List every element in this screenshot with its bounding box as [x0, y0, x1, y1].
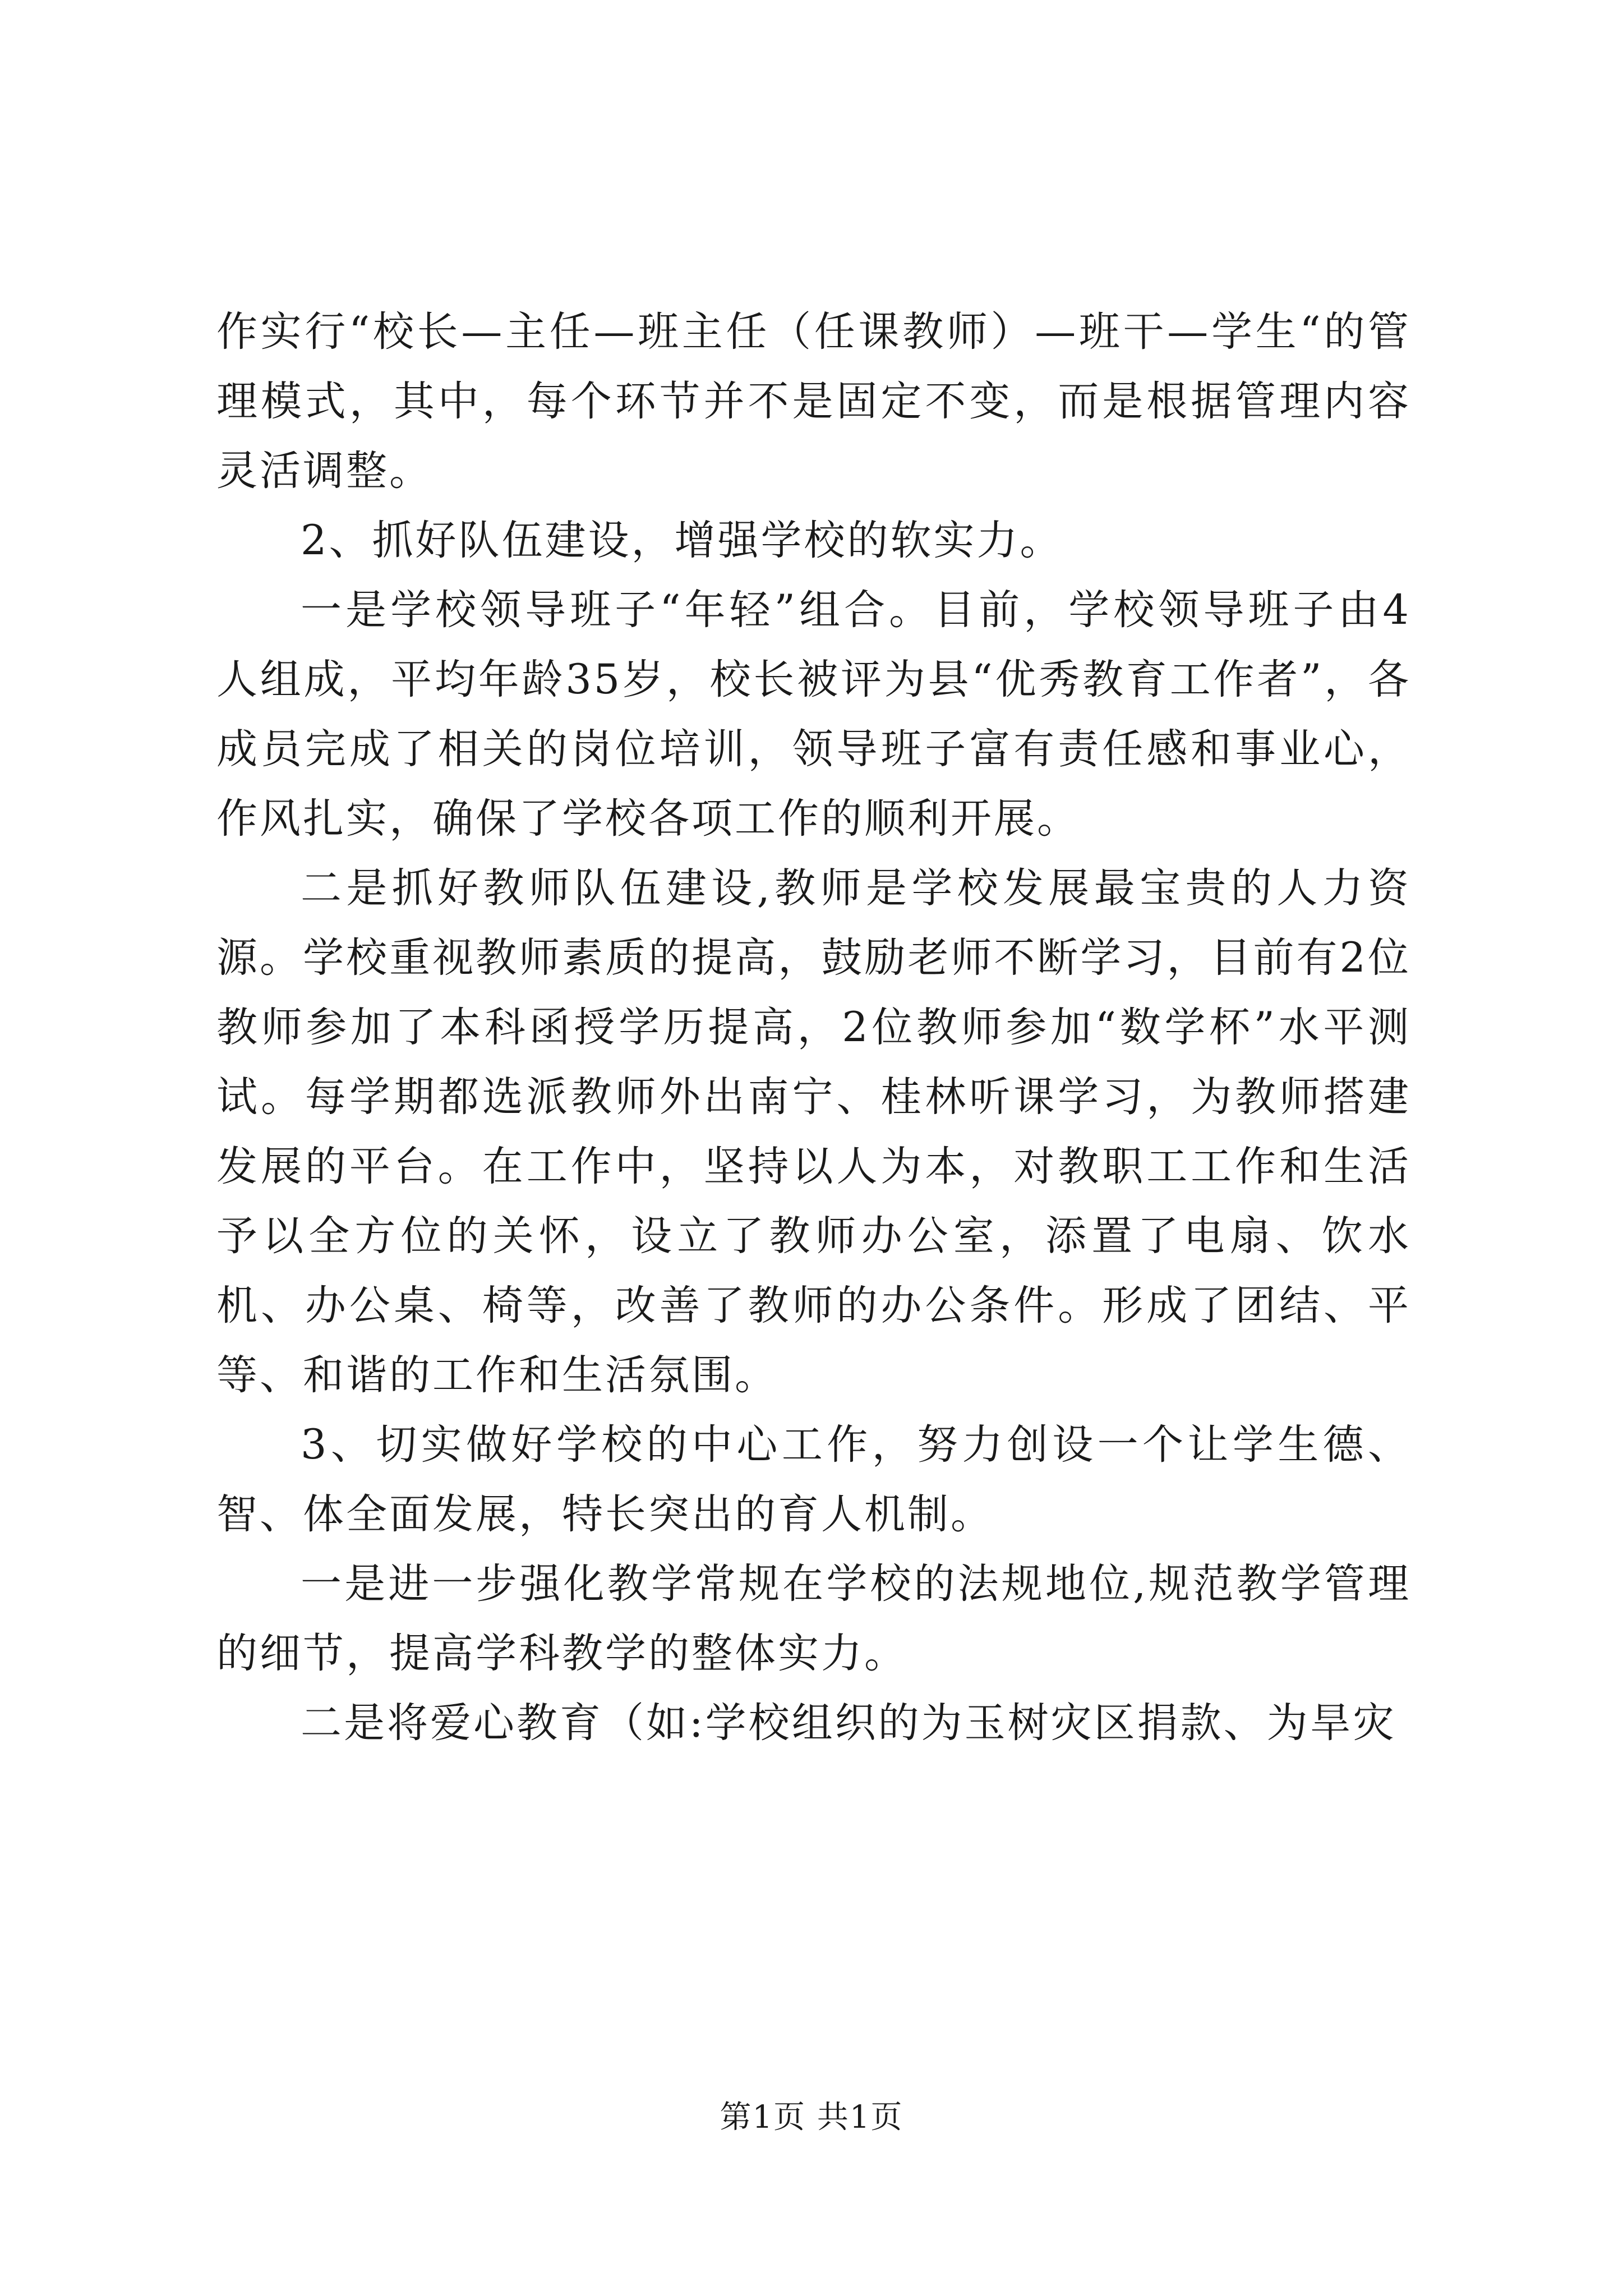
document-body — [216, 297, 1411, 1758]
paragraph-6: 一是进一步强化教学常规在学校的法规地位,规范教学管理的细节，提高学科教学的整体实力。 — [216, 1560, 1411, 1677]
paragraph-3: 一是学校领导班子“年轻”组合。目前，学校领导班子由4人组成，平均年龄35岁，校长被评为县“优秀教育工作者”，各成员完成了相关的岗位培训，领导班子富有责任感和事业心，作风扎实，确保了学校各项工作的顺利开展。 — [216, 586, 1411, 843]
paragraph-1: 作实行“校长—主任—班主任（任课教师）—班干—学生“的管理模式，其中，每个环节并不是固定不变，而是根据管理内容灵活调整。 — [216, 308, 1411, 495]
paragraph-5: 3、切实做好学校的中心工作，努力创设一个让学生德、智、体全面发展，特长突出的育人机制。 — [216, 1421, 1411, 1538]
paragraph-2: 2、抓好队伍建设，增强学校的软实力。 — [301, 517, 1063, 564]
page-number: 第1页 共1页 — [720, 2099, 903, 2136]
paragraph-7: 二是将爱心教育（如:学校组织的为玉树灾区捐款、为旱灾 — [301, 1699, 1396, 1747]
paragraph-4: 二是抓好教师队伍建设,教师是学校发展最宝贵的人力资源。学校重视教师素质的提高，鼓励老师不断学习，目前有2位教师参加了本科函授学历提高，2位教师参加“数学杯”水平测试。每学期都选派教师外出南宁、桂林听课学习，为教师搭建发展的平台。在工作中，坚持以人为本，对教职工工作和生活予以全方位的关怀，设立了教师办公室，添置了电扇、饮水机、办公桌、椅等，改善了教师的办公条件。形成了团结、平等、和谐的工作和生活氛围。 — [216, 864, 1411, 1399]
page-footer — [0, 2092, 1623, 2137]
